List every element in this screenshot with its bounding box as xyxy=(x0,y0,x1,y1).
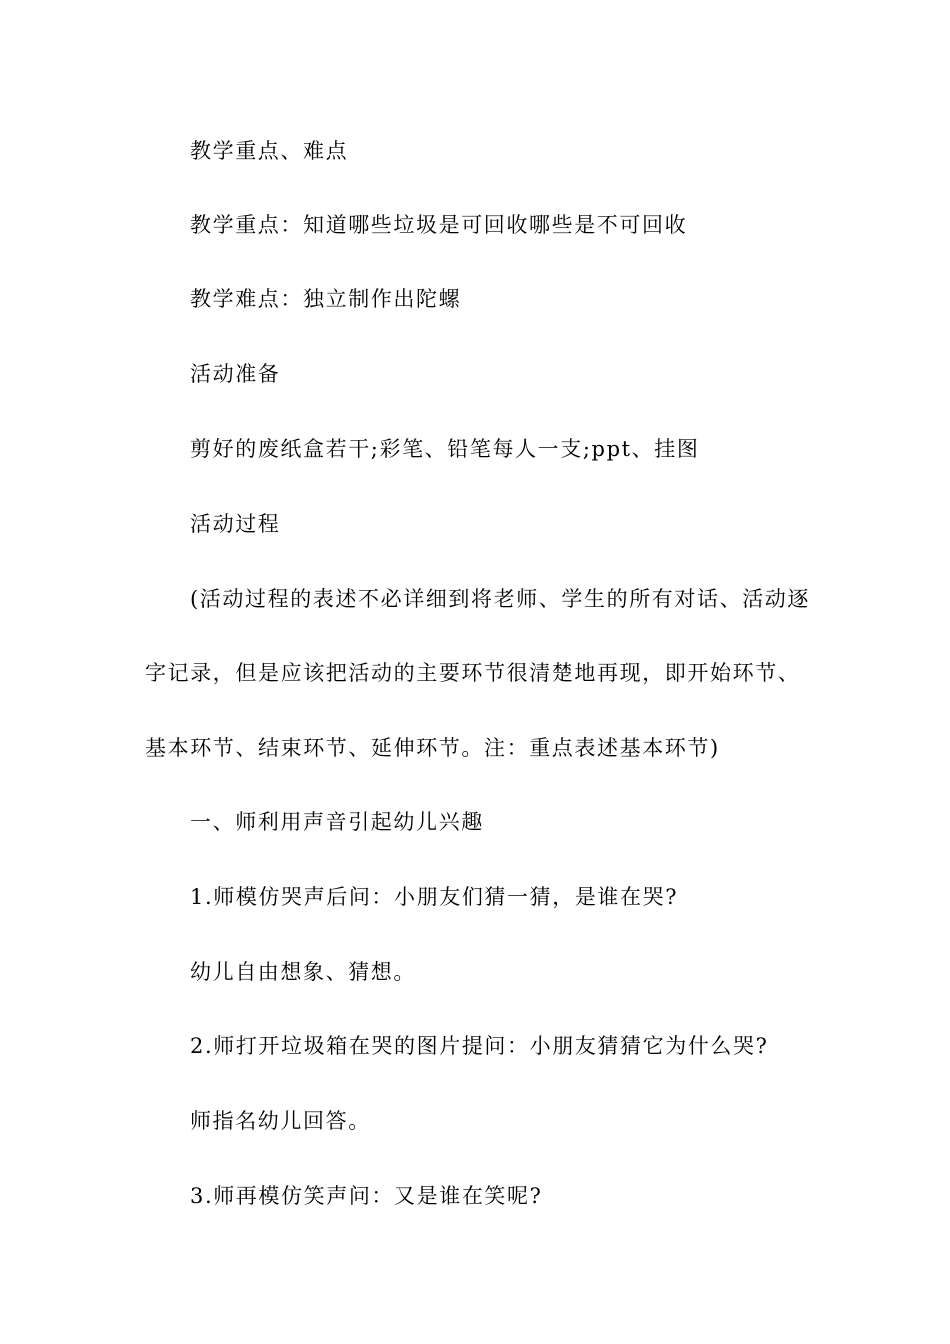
step-1-response-text: 幼儿自由想象、猜想。 xyxy=(190,960,416,984)
step-3-text: 3.师再模仿笑声问：又是谁在笑呢? xyxy=(190,1184,543,1208)
preparation-materials-text: 剪好的废纸盒若干;彩笔、铅笔每人一支;ppt、挂图 xyxy=(190,437,700,461)
section-one-heading: 一、师利用声音引起幼儿兴趣 xyxy=(190,810,484,834)
step-2-response-text: 师指名幼儿回答。 xyxy=(190,1109,371,1133)
process-note-line-2: 字记录，但是应该把活动的主要环节很清楚地再现，即开始环节、 xyxy=(145,661,801,685)
teaching-focus-text: 教学重点：知道哪些垃圾是可回收哪些是不可回收 xyxy=(190,213,688,237)
step-2-text: 2.师打开垃圾箱在哭的图片提问：小朋友猜猜它为什么哭? xyxy=(190,1034,769,1058)
step-1-text: 1.师模仿哭声后问：小朋友们猜一猜，是谁在哭? xyxy=(190,885,679,909)
process-note-line-3: 基本环节、结束环节、延伸环节。注：重点表述基本环节) xyxy=(145,736,720,760)
heading-activity-preparation: 活动准备 xyxy=(190,362,281,386)
process-note-line-1: (活动过程的表述不必详细到将老师、学生的所有对话、活动逐 xyxy=(190,587,810,611)
heading-activity-process: 活动过程 xyxy=(190,512,281,536)
teaching-difficulty-text: 教学难点：独立制作出陀螺 xyxy=(190,287,462,311)
heading-teaching-focus: 教学重点、难点 xyxy=(190,139,349,163)
